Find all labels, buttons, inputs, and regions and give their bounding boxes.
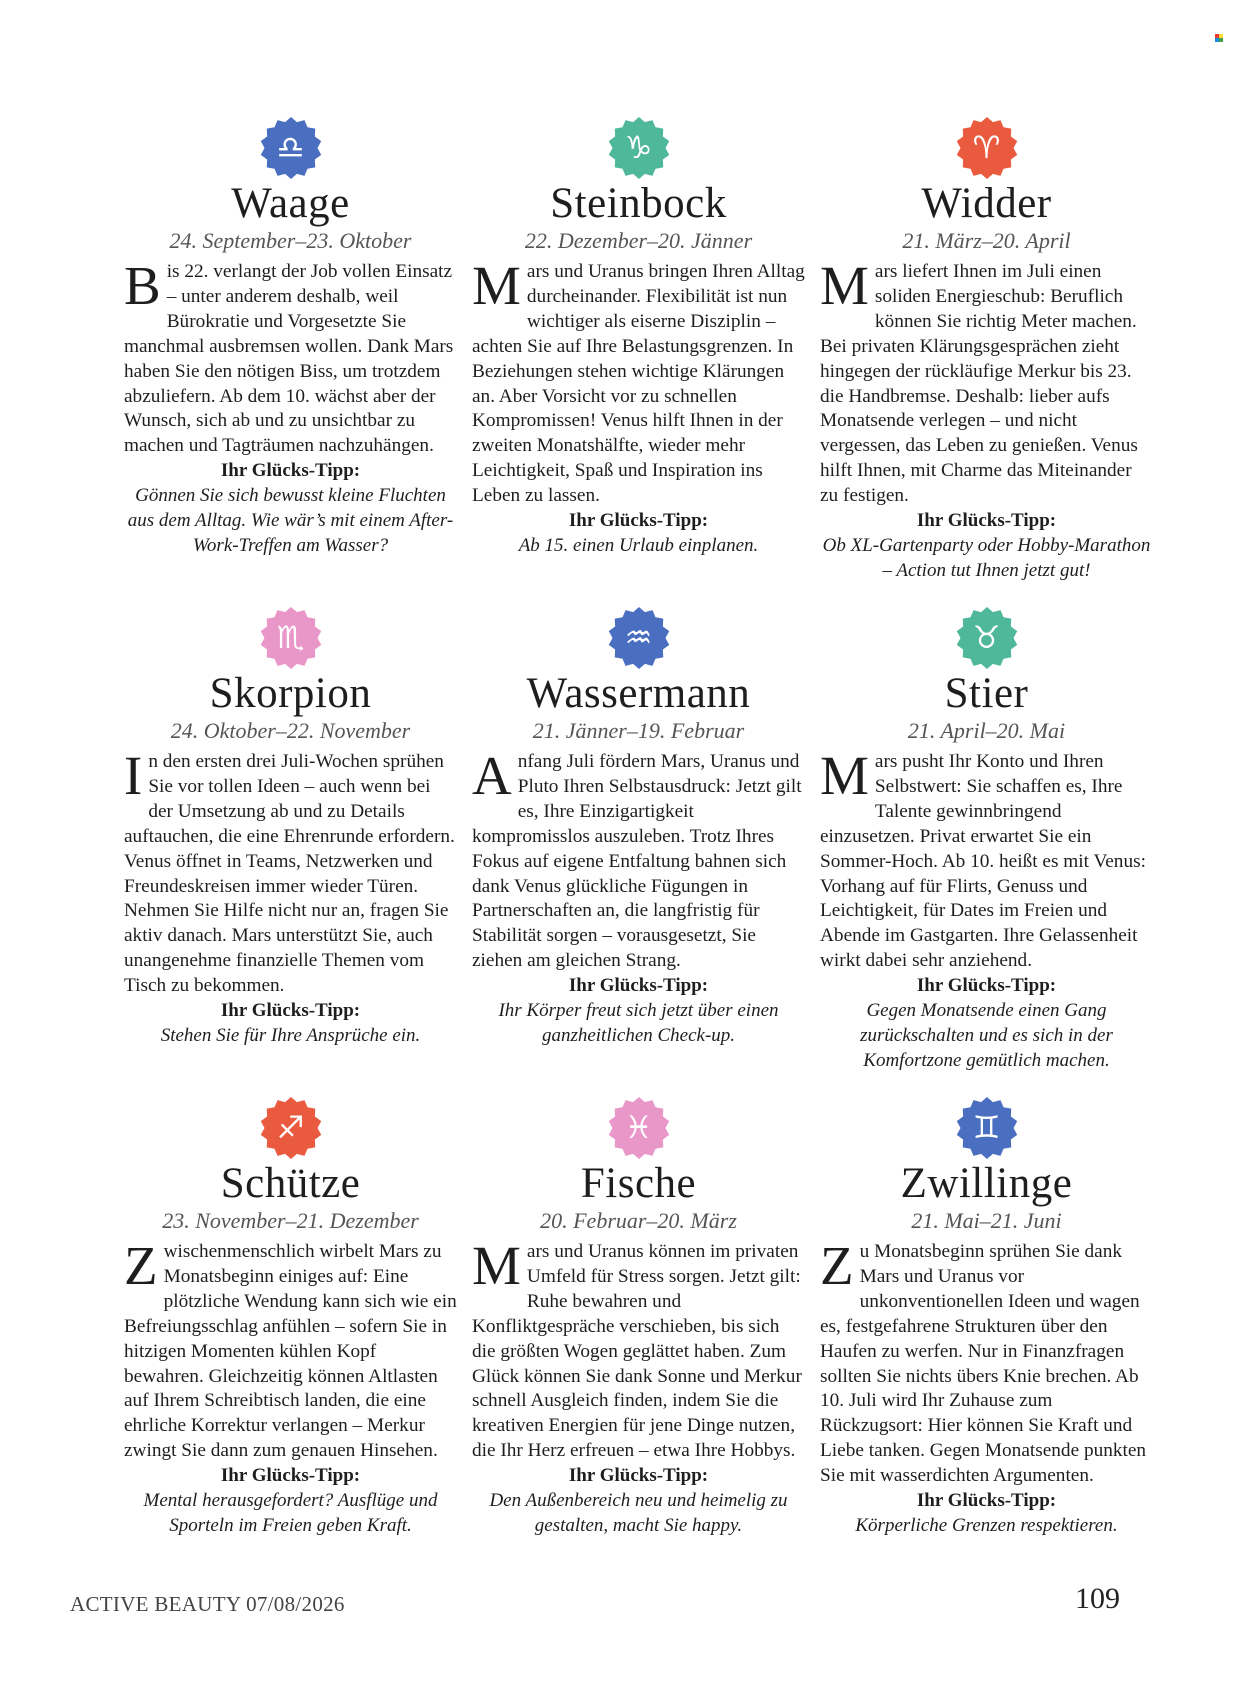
horoscope-body: nfang Juli fördern Mars, Uranus und Pluto Ihren Selbstausdruck: Jetzt gilt es, Ihre Einzigartigkeit kompromisslos auszuleben. Trotz Ihres Fokus auf eigene Entfaltung bahnen sich dank Venus glückliche Fügungen in Partnerschaften an, die langfristig für Stabilität sorgen – vorausgesetzt, Sie ziehen am gleichen Strang.: [472, 751, 802, 972]
tip-heading: Ihr Glücks-Tipp:: [916, 975, 1057, 997]
sign-zwillinge: [820, 1096, 1153, 1586]
sign-dates: 24. Oktober–22. November: [170, 718, 411, 743]
horoscope-body: ars und Uranus können im privaten Umfeld für Stress sorgen. Jetzt gilt: Ruhe bewahren und Konfliktgespräche verschieben, bis sich die größten Wogen geglättet haben. Zum Glück können Sie dank Sonne und Merkur schnell Ausgleich finden, indem Sie die kreativen Energien für jene Dinge nutzen, die Ihr Herz erfreuen – etwa Ihre Hobbys.: [472, 1241, 802, 1462]
sign-name: Widder: [921, 180, 1052, 227]
sign-wassermann: [472, 606, 805, 1096]
zodiac-symbol-icon: ♏: [276, 619, 305, 656]
horoscope-body: wischenmenschlich wirbelt Mars zu Monatsbeginn einiges auf: Eine plötzliche Wendung kann sich wie ein Befreiungsschlag anfühlen – sofern Sie in hitzigen Momenten kühlen Kopf bewahren. Gleichzeitig können Altlasten auf Ihrem Schreibtisch landen, die eine ehrliche Korrektur verlangen – Merkur zwingt Sie dann zum genauen Hinsehen.: [124, 1241, 457, 1462]
zodiac-symbol-icon: ♐: [276, 1109, 305, 1146]
horoscope-body: u Monatsbeginn sprühen Sie dank Mars und Uranus vor unkonventionellen Ideen und wagen es, festgefahrene Strukturen über den Haufen zu werfen. Nur in Finanzfragen sollten Sie nichts übers Knie brechen. Ab 10. Juli wird Ihr Zuhause zum Rückzugsort: Hier können Sie Kraft und Liebe tanken. Gegen Monatsende punkten Sie mit wasserdichten Argumenten.: [820, 1241, 1147, 1487]
horoscope-text: [472, 1235, 805, 1464]
sign-waage: [124, 116, 457, 606]
sign-skorpion: [124, 606, 457, 1096]
sign-dates: 21. Mai–21. Juni: [911, 1208, 1062, 1233]
tip-heading: Ihr Glücks-Tipp:: [916, 1490, 1057, 1512]
tip-heading: Ihr Glücks-Tipp:: [220, 1000, 361, 1022]
zodiac-badge-icon: [607, 1096, 671, 1160]
sign-schuetze: [124, 1096, 457, 1586]
tip-text: Mental herausgefordert? Ausflüge und Sporteln im Freien geben Kraft.: [143, 1490, 438, 1536]
tip-text: Stehen Sie für Ihre Ansprüche ein.: [160, 1024, 421, 1046]
sign-dates: 23. November–21. Dezember: [162, 1208, 419, 1233]
horoscope-text: [124, 745, 457, 999]
horoscope-text: [472, 255, 805, 509]
tip-text: Körperliche Grenzen respektieren.: [855, 1514, 1118, 1536]
sign-dates: 21. März–20. April: [902, 228, 1071, 253]
sign-dates: 21. April–20. Mai: [907, 718, 1066, 743]
drop-cap: Z: [820, 1235, 854, 1296]
horoscope-text: [124, 1235, 457, 1464]
horoscope-text: [472, 745, 805, 974]
sign-name: Waage: [231, 180, 350, 227]
sign-widder: [820, 116, 1153, 606]
drop-cap: M: [820, 745, 869, 806]
zodiac-badge-icon: [259, 116, 323, 180]
horoscope-text: [820, 255, 1153, 509]
sign-dates: 21. Jänner–19. Februar: [532, 718, 745, 743]
sign-name: Stier: [944, 670, 1029, 717]
sign-name: Wassermann: [526, 670, 751, 717]
tip-heading: Ihr Glücks-Tipp:: [568, 1465, 709, 1487]
drop-cap: Z: [124, 1235, 158, 1296]
magazine-footer: ACTIVE BEAUTY 07/08/2026: [70, 1592, 345, 1616]
horoscope-body: n den ersten drei Juli-Wochen sprühen Sie vor tollen Ideen – auch wenn bei der Umsetzung ab und zu Details auftauchen, die eine Ehrenrunde erfordern. Venus öffnet in Teams, Netzwerken und Freundeskreisen immer wieder Türen. Nehmen Sie Hilfe nicht nur an, fragen Sie aktiv danach. Mars unterstützt Sie, auch unangenehme finanzielle Themen vom Tisch zu bekommen.: [124, 751, 455, 997]
sign-name: Skorpion: [209, 670, 372, 717]
tip-text: Den Außenbereich neu und heimelig zu gestalten, macht Sie happy.: [489, 1490, 788, 1536]
zodiac-badge-icon: [955, 1096, 1019, 1160]
drop-cap: B: [124, 255, 161, 316]
horoscope-text: [820, 745, 1153, 974]
sign-stier: [820, 606, 1153, 1096]
sign-name: Zwillinge: [900, 1160, 1073, 1207]
zodiac-symbol-icon: ♎: [276, 129, 305, 166]
zodiac-symbol-icon: ♓: [624, 1109, 653, 1146]
tip-heading: Ihr Glücks-Tipp:: [568, 975, 709, 997]
horoscope-body: is 22. verlangt der Job vollen Einsatz – unter anderem deshalb, weil Bürokratie und Vorgesetzte Sie manchmal ausbremsen wollen. Dank Mars haben Sie den nötigen Biss, um trotzdem abzuliefern. Ab dem 10. wächst aber der Wunsch, sich ab und zu unsichtbar zu machen und Tagträumen nachzuhängen.: [124, 261, 454, 457]
zodiac-symbol-icon: ♒: [624, 619, 653, 656]
zodiac-badge-icon: [607, 116, 671, 180]
sign-dates: 24. September–23. Oktober: [169, 228, 412, 253]
tip-text: Gegen Monatsende einen Gang zurückschalten und es sich in der Komfortzone gemütlich machen.: [860, 1000, 1113, 1071]
zodiac-symbol-icon: ♊: [972, 1109, 1001, 1146]
drop-cap: M: [820, 255, 869, 316]
tip-text: Ihr Körper freut sich jetzt über einen ganzheitlichen Check-up.: [498, 1000, 779, 1046]
horoscope-text: [820, 1235, 1153, 1489]
sign-fische: [472, 1096, 805, 1586]
zodiac-badge-icon: [259, 606, 323, 670]
zodiac-symbol-icon: ♈: [972, 129, 1001, 166]
sign-dates: 22. Dezember–20. Jänner: [524, 228, 753, 253]
tip-heading: Ihr Glücks-Tipp:: [220, 460, 361, 482]
sign-name: Steinbock: [550, 180, 727, 227]
sign-name: Schütze: [220, 1160, 361, 1207]
drop-cap: I: [124, 745, 143, 806]
horoscope-text: [124, 255, 457, 459]
horoscope-body: ars liefert Ihnen im Juli einen soliden Energieschub: Beruflich können Sie richtig Meter machen. Bei privaten Klärungsgesprächen zieht hingegen der rückläufige Merkur bis 23. die Handbremse. Deshalb: lieber aufs Monatsende verlegen – und nicht vergessen, das Leben zu genießen. Venus hilft Ihnen, mit Charme das Miteinander zu festigen.: [820, 261, 1138, 507]
horoscope-body: ars und Uranus bringen Ihren Alltag durcheinander. Flexibilität ist nun wichtiger als eiserne Disziplin – achten Sie auf Ihre Belastungsgrenzen. In Beziehungen stehen wichtige Klärungen an. Aber Vorsicht vor zu schnellen Kompromissen! Venus hilft Ihnen in der zweiten Monatshälfte, wieder mehr Leichtigkeit, Spaß und Inspiration ins Leben zu lassen.: [472, 261, 805, 507]
sign-steinbock: [472, 116, 805, 606]
tip-text: Ob XL-Gartenparty oder Hobby-Marathon – Action tut Ihnen jetzt gut!: [822, 534, 1151, 581]
tip-text: Ab 15. einen Urlaub einplanen.: [518, 534, 759, 556]
zodiac-symbol-icon: ♉: [972, 619, 1001, 656]
page-number: 109: [1075, 1582, 1120, 1615]
zodiac-badge-icon: [259, 1096, 323, 1160]
zodiac-badge-icon: [955, 116, 1019, 180]
horoscope-body: ars pusht Ihr Konto und Ihren Selbstwert: Sie schaffen es, Ihre Talente gewinnbringend einzusetzen. Privat erwartet Sie ein Sommer-Hoch. Ab 10. heißt es mit Venus: Vorhang auf für Flirts, Genuss und Leichtigkeit, für Dates im Freien und Abende im Gastgarten. Ihre Gelassenheit wirkt dabei sehr anziehend.: [820, 751, 1146, 972]
zodiac-badge-icon: [607, 606, 671, 670]
sign-dates: 20. Februar–20. März: [540, 1208, 737, 1233]
drop-cap: M: [472, 1235, 521, 1296]
corner-color-mark: [1215, 34, 1223, 42]
tip-heading: Ihr Glücks-Tipp:: [916, 510, 1057, 532]
tip-heading: Ihr Glücks-Tipp:: [568, 510, 709, 532]
tip-heading: Ihr Glücks-Tipp:: [220, 1465, 361, 1487]
zodiac-symbol-icon: ♑: [624, 129, 653, 166]
zodiac-badge-icon: [955, 606, 1019, 670]
tip-text: Gönnen Sie sich bewusst kleine Fluchten aus dem Alltag. Wie wär’s mit einem After-Work-Treffen am Wasser?: [127, 485, 454, 556]
drop-cap: M: [472, 255, 521, 316]
horoscope-grid: [124, 116, 1154, 1586]
sign-name: Fische: [580, 1160, 697, 1207]
drop-cap: A: [472, 745, 512, 806]
